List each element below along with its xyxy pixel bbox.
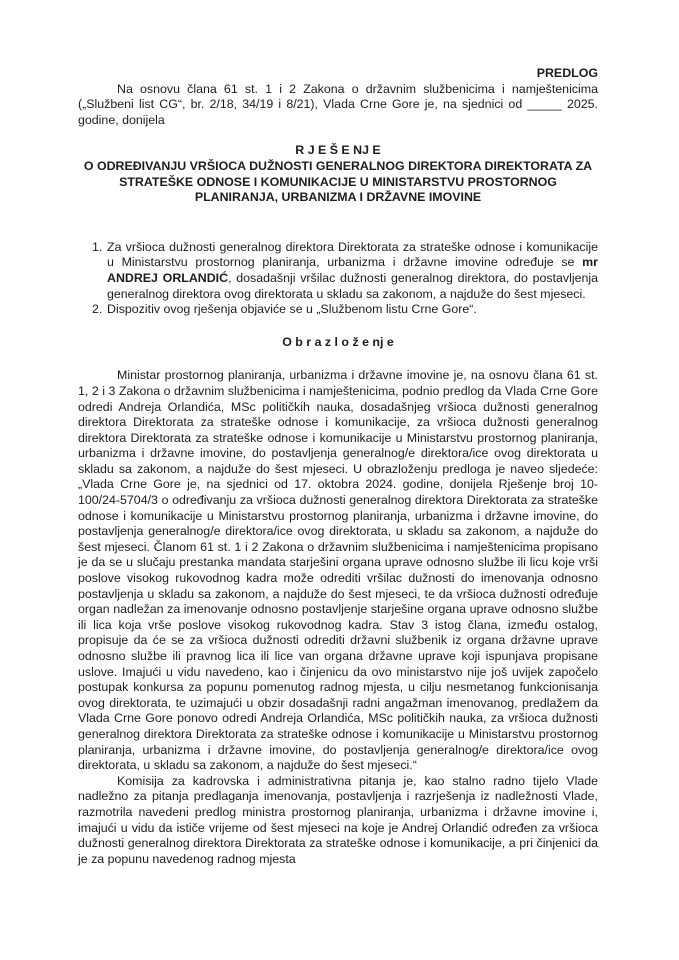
intro-paragraph: Na osnovu člana 61 st. 1 i 2 Zakona o državnim službenicima i namještenicima („Službeni list CG“, br. 2/18, 34/19 i 8/21), Vlada Crne Gore je, na sjednici od _____ 2025. godine, donijela [78, 81, 598, 127]
list-item [78, 240, 598, 302]
list-item-number: 1. [92, 239, 103, 254]
list-item-number: 2. [92, 302, 103, 317]
appointee-name: mr ANDREJ ORLANDIĆ [107, 255, 598, 285]
list-item-text-before: Dispozitiv ovog rješenja objaviće se u „Službenom listu Crne Gore“. [107, 302, 477, 317]
document-title-block [78, 143, 598, 205]
list-item-text-before: Za vršioca dužnosti generalnog direktora Direktorata za strateške odnose i komunikacije u Ministarstvu prostornog planiranja, urbanizma i državne imovine određuje se [107, 239, 598, 270]
document-tag-label: PREDLOG [536, 66, 598, 80]
document-content [78, 66, 598, 867]
decision-list [78, 240, 598, 318]
explanation-paragraph-2: Komisija za kadrovska i administrativna pitanja je, kao stalno radno tijelo Vlade nadležno za pitanja predlaganja imenovanja, postavljenja i razrješenja iz nadležnosti Vlade, razmotrila navedeni predlog ministra prostornog planiranja, urbanizma i državne imovine i, imajući u vidu da ističe vrijeme od šest mjeseci na koje je Andrej Orlandić određen za vršioca dužnosti generalnog direktora Direktorata za strateške odnose i komunikacije, a pri činjenici da je za popunu navedenog radnog mjesta [78, 773, 598, 866]
document-subtitle: O ODREĐIVANJU VRŠIOCA DUŽNOSTI GENERALNOG DIREKTORA DIREKTORATA ZA STRATEŠKE ODNOSE I KOMUNIKACIJE U MINISTARSTVU PROSTORNOG PLANIRANJA, URBANIZMA I DRŽAVNE IMOVINE [83, 158, 593, 205]
list-item-text-after: , dosadašnji vršilac dužnosti generalnog direktora, do postavljenja generalnog direktora ovog direktorata u skladu sa zakonom, a najduže do šest mjeseci. [107, 270, 599, 301]
list-item-text [107, 240, 598, 302]
explanation-paragraph-1: Ministar prostornog planiranja, urbanizma i državne imovine je, na osnovu člana 61 st. 1, 2 i 3 Zakona o državnim službenicima i namještenicima, podnio predlog da Vlada Crne Gore odredi Andreja Orlandića, MSc političkih nauka, dosadašnjeg vršioca dužnosti generalnog direktora Direktorata za strateške odnose i komunikacije, za vršioca dužnosti generalnog direktora Direktorata za strateške odnose i komunikacije u Ministarstvu prostornog planiranja, urbanizma i državne imovine, do postavljenja generalnog/e direktora/ice ovog direktorata u skladu sa zakonom, a najduže do šest mjeseci. U obrazloženju predloga je naveo sljedeće: „Vlada Crne Gore je, na sjednici od 17. oktobra 2024. godine, donijela Rješenje broj 10-100/24-5704/3 o određivanju za vršioca dužnosti generalnog direktora Direktorata za strateške odnose i komunikacije u Ministarstvu prostornog planiranja, urbanizma i državne imovine, do postavljenja generalnog/e direktora/ice ovog direktorata, u skladu sa zakonom, a najduže do šest mjeseci. Članom 61 st. 1 i 2 Zakona o državnim službenicima i namještenicima propisano je da se u slučaju prestanka mandata starješini organa uprave odnosno službe ili licu koje vrši poslove visokog rukovodnog kadra može odrediti vršilac dužnosti do imenovanja odnosno postavljenja u skladu sa zakonom, a najduže do šest mjeseci, te da vršioca dužnosti određuje organ nadležan za imenovanje odnosno postavljenje starješine organa uprave odnosno službe ili lica koja vrše poslove visokog rukovodnog kadra. Stav 3 istog člana, između ostalog, propisuje da će se za vršioca dužnosti odrediti državni službenik iz organa državne uprave odnosno službe ili pravnog lica ili lice van organa državne uprave koji ispunjava propisane uslove. Imajući u vidu navedeno, kao i činjenicu da ovo ministarstvo nije još uvijek započelo postupak konkursa za popunu pomenutog radnog mjesta, u cilju nesmetanog funkcionisanja ovog direktorata, te uzimajući u obzir dosadašnji radni angažman imenovanog, predlažem da Vlada Crne Gore ponovo odredi Andreja Orlandića, MSc političkih nauka, za vršioca dužnosti generalnog direktora Direktorata za strateške odnose i komunikacije u Ministarstvu prostornog planiranja, urbanizma i državne imovine, do postavljenja generalnog/e direktora/ice ovog direktorata, u skladu sa zakonom, a najduže do šest mjeseci.“ [78, 368, 598, 773]
list-item [78, 302, 598, 318]
explanation-heading: O b r a z l o ž e nj e [282, 334, 394, 349]
list-item-text [107, 302, 598, 318]
document-title: R J E Š E NJ E [295, 143, 381, 158]
